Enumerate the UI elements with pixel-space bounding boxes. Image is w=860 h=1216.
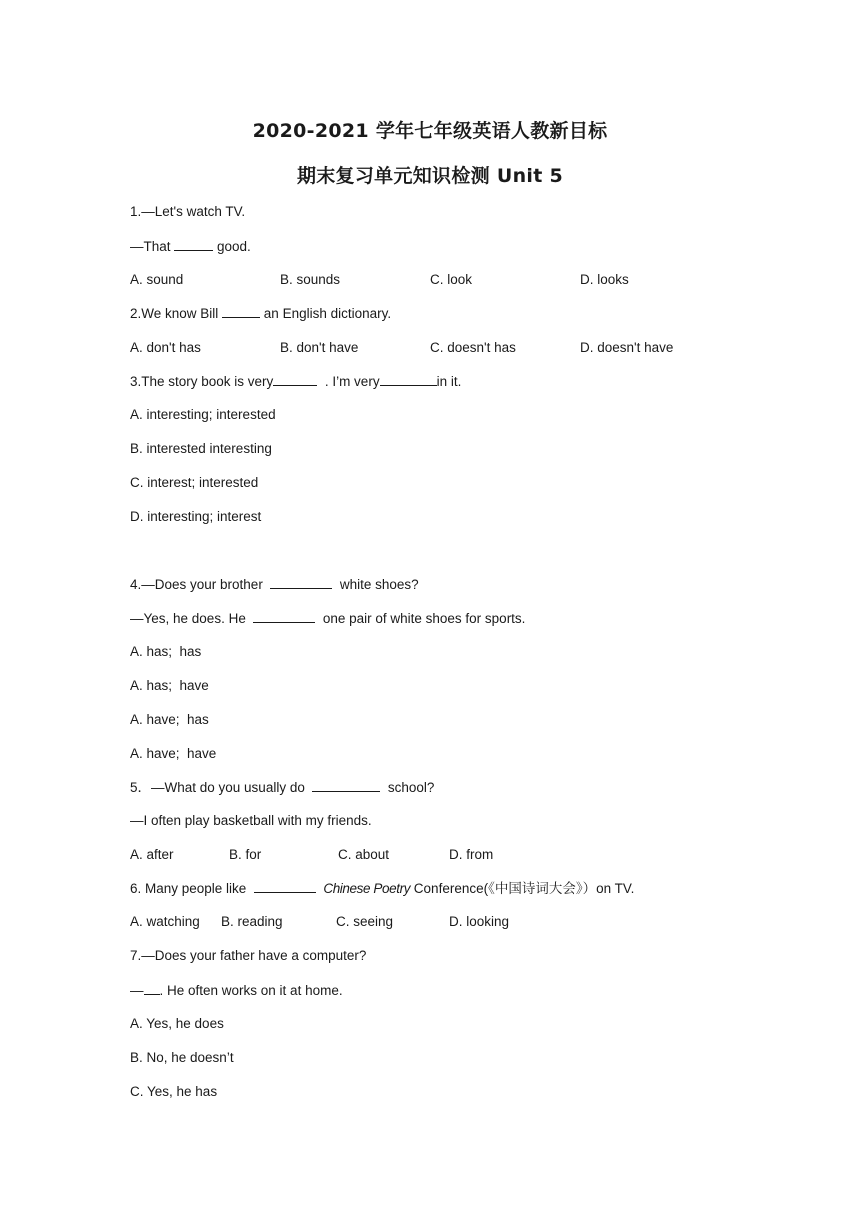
q3-blank-2	[380, 372, 437, 386]
q5-option-c: C. about	[338, 847, 390, 862]
q1-reply-pre: —That	[130, 239, 175, 254]
q5-stem	[130, 778, 434, 797]
q6-option-b: B. reading	[221, 914, 283, 929]
q4-stem-post: white shoes?	[332, 577, 419, 592]
document-title-line1: 2020-2021 学年七年级英语人教新目标	[252, 120, 608, 142]
q4-blank-2	[253, 609, 315, 623]
q4-reply-pre: —Yes, he does. He	[130, 611, 254, 626]
q5-stem-pre: 5．—What do you usually do	[130, 780, 313, 795]
q5-stem-post: school?	[380, 780, 435, 795]
q7-stem: 7.—Does your father have a computer?	[130, 948, 367, 963]
q4-reply-post: one pair of white shoes for sports.	[315, 611, 526, 626]
q4-reply	[130, 609, 525, 628]
q6-stem-italic: Chinese Poetry	[323, 881, 411, 896]
q3-stem-pre: 3.The story book is very	[130, 374, 274, 389]
q2-option-a: A. don't has	[130, 340, 201, 355]
document-title-line2: 期末复习单元知识检测 Unit 5	[296, 165, 564, 187]
q7-reply-post: . He often works on it at home.	[159, 983, 343, 998]
q4-stem	[130, 575, 419, 594]
q6-blank	[254, 879, 316, 893]
q4-option-1: A. has; has	[130, 644, 202, 659]
q5-option-a: A. after	[130, 847, 174, 862]
q4-stem-pre: 4.—Does your brother	[130, 577, 271, 592]
q6-stem-pre: 6. Many people like	[130, 881, 254, 896]
q3-option-c: C. interest; interested	[130, 475, 259, 490]
q3-option-b: B. interested interesting	[130, 441, 272, 456]
q3-stem-post: in it.	[436, 374, 462, 389]
q6-option-c: C. seeing	[336, 914, 394, 929]
q6-stem-post: Conference(《中国诗词大会》）on TV.	[410, 881, 635, 896]
q2-option-d: D. doesn't have	[580, 340, 674, 355]
q3-blank-1	[273, 372, 317, 386]
q3-option-a: A. interesting; interested	[130, 407, 276, 422]
q1-option-c: C. look	[430, 272, 473, 287]
q1-option-b: B. sounds	[280, 272, 341, 287]
q5-blank	[312, 778, 380, 792]
q3-option-d: D. interesting; interest	[130, 509, 262, 524]
q6-option-d: D. looking	[449, 914, 510, 929]
q4-option-4: A. have; have	[130, 746, 217, 761]
q7-option-a: A. Yes, he does	[130, 1016, 224, 1031]
q2-stem	[130, 304, 391, 323]
q1-reply	[130, 237, 251, 256]
q7-reply	[130, 981, 343, 1000]
q4-option-2: A. has; have	[130, 678, 209, 693]
q6-stem	[130, 879, 634, 898]
q7-blank	[144, 981, 160, 995]
q1-blank	[174, 237, 213, 251]
q4-option-3: A. have; has	[130, 712, 209, 727]
q3-stem	[130, 372, 461, 391]
q2-stem-post: an English dictionary.	[260, 306, 392, 321]
q1-stem: 1.—Let's watch TV.	[130, 204, 246, 219]
q7-reply-pre: —	[130, 983, 144, 998]
q6-option-a: A. watching	[130, 914, 200, 929]
q4-blank-1	[270, 575, 332, 589]
q2-option-c: C. doesn't has	[430, 340, 516, 355]
q7-option-b: B. No, he doesn’t	[130, 1050, 234, 1065]
q7-option-c: C. Yes, he has	[130, 1084, 218, 1099]
q1-reply-post: good.	[213, 239, 251, 254]
q1-option-a: A. sound	[130, 272, 184, 287]
q3-stem-mid: . I’m very	[317, 374, 380, 389]
q5-option-b: B. for	[229, 847, 262, 862]
q2-option-b: B. don't have	[280, 340, 359, 355]
q5-option-d: D. from	[449, 847, 494, 862]
q2-stem-pre: 2.We know Bill	[130, 306, 223, 321]
q5-reply: —I often play basketball with my friends.	[130, 813, 372, 828]
q1-option-d: D. looks	[580, 272, 629, 287]
q2-blank	[222, 304, 260, 318]
